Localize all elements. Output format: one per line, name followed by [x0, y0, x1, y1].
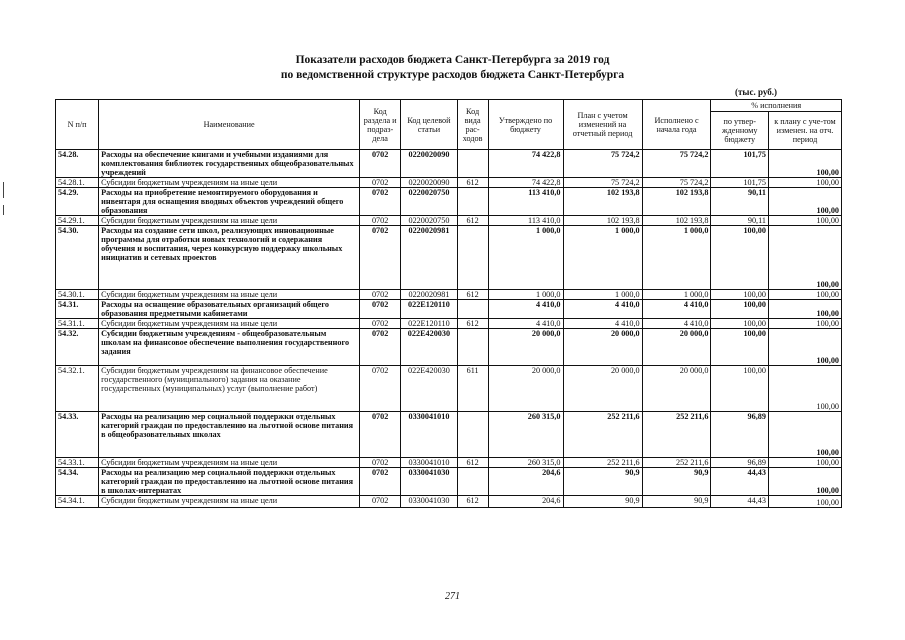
table-row [56, 216, 842, 226]
header-pct-budget: по утвер-жденному бюджету [711, 112, 769, 150]
cell-name: Субсидии бюджетным учреждениям на иные цели [99, 496, 360, 508]
table-body [56, 150, 842, 508]
cell-name: Субсидии бюджетным учреждениям на иные цели [99, 319, 360, 329]
cell-pct-budget: 100,00 [711, 319, 769, 329]
cell-target: 0220020750 [401, 216, 458, 226]
cell-section: 0702 [360, 150, 401, 178]
cell-executed: 252 211,6 [642, 458, 711, 468]
cell-pct-budget: 100,00 [711, 300, 769, 319]
cell-approved: 1 000,0 [488, 290, 563, 300]
cell-num: 54.31.1. [56, 319, 99, 329]
cell-plan: 75 724,2 [563, 178, 642, 188]
cell-target: 0220020090 [401, 178, 458, 188]
cell-target: 022E120110 [401, 300, 458, 319]
cell-section: 0702 [360, 216, 401, 226]
header-plan: План с учетом изменений на отчетный период [563, 100, 642, 150]
header-num: N п/п [56, 100, 99, 150]
cell-target: 0330041030 [401, 496, 458, 508]
table-row [56, 178, 842, 188]
table-row [56, 412, 842, 458]
scan-margin-mark [3, 182, 4, 198]
cell-num: 54.32. [56, 329, 99, 366]
cell-target: 022E120110 [401, 319, 458, 329]
cell-section: 0702 [360, 188, 401, 216]
cell-num: 54.34.1. [56, 496, 99, 508]
cell-plan: 90,9 [563, 496, 642, 508]
header-name: Наименование [99, 100, 360, 150]
table-row [56, 150, 842, 178]
cell-num: 54.29.1. [56, 216, 99, 226]
cell-section: 0702 [360, 300, 401, 319]
cell-kind [457, 329, 488, 366]
cell-num: 54.28.1. [56, 178, 99, 188]
cell-section: 0702 [360, 366, 401, 412]
cell-approved: 113 410,0 [488, 216, 563, 226]
cell-pct-budget: 101,75 [711, 150, 769, 178]
expenditure-table [55, 99, 842, 508]
cell-pct-plan: 100,00 [768, 329, 841, 366]
cell-pct-budget: 100,00 [711, 290, 769, 300]
header-target: Код целевой статьи [401, 100, 458, 150]
cell-name: Расходы на обеспечение книгами и учебными изданиями для комплектования библиотек государственных общеобразовательных учреждений [99, 150, 360, 178]
cell-approved: 20 000,0 [488, 366, 563, 412]
cell-kind: 611 [457, 366, 488, 412]
cell-pct-plan: 100,00 [768, 150, 841, 178]
cell-num: 54.31. [56, 300, 99, 319]
table-row [56, 468, 842, 496]
cell-plan: 4 410,0 [563, 319, 642, 329]
cell-plan: 1 000,0 [563, 226, 642, 290]
cell-executed: 252 211,6 [642, 412, 711, 458]
cell-plan: 102 193,8 [563, 216, 642, 226]
cell-num: 54.30.1. [56, 290, 99, 300]
cell-executed: 1 000,0 [642, 290, 711, 300]
cell-name: Субсидии бюджетным учреждениям на иные цели [99, 290, 360, 300]
cell-pct-plan: 100,00 [768, 366, 841, 412]
table-row [56, 226, 842, 290]
cell-pct-budget: 90,11 [711, 188, 769, 216]
cell-target: 0330041010 [401, 458, 458, 468]
cell-section: 0702 [360, 290, 401, 300]
cell-executed: 1 000,0 [642, 226, 711, 290]
cell-num: 54.29. [56, 188, 99, 216]
cell-kind [457, 412, 488, 458]
cell-plan: 20 000,0 [563, 329, 642, 366]
cell-target: 0220020981 [401, 226, 458, 290]
cell-num: 54.33. [56, 412, 99, 458]
cell-target: 0330041010 [401, 412, 458, 458]
cell-approved: 260 315,0 [488, 412, 563, 458]
cell-name: Расходы на реализацию мер социальной поддержки отдельных категорий граждан по предоставлению на льготной основе питания в общеобразовательных школах [99, 412, 360, 458]
cell-num: 54.32.1. [56, 366, 99, 412]
cell-kind [457, 226, 488, 290]
cell-executed: 20 000,0 [642, 366, 711, 412]
cell-approved: 113 410,0 [488, 188, 563, 216]
cell-plan: 75 724,2 [563, 150, 642, 178]
cell-pct-plan: 100,00 [768, 188, 841, 216]
table-row [56, 319, 842, 329]
cell-plan: 4 410,0 [563, 300, 642, 319]
cell-section: 0702 [360, 468, 401, 496]
cell-approved: 4 410,0 [488, 319, 563, 329]
table-row [56, 188, 842, 216]
cell-pct-plan: 100,00 [768, 468, 841, 496]
cell-name: Расходы на реализацию мер социальной поддержки отдельных категорий граждан по предоставлению на льготной основе питания в школах-интернатах [99, 468, 360, 496]
cell-executed: 90,9 [642, 468, 711, 496]
cell-executed: 20 000,0 [642, 329, 711, 366]
header-percent-group: % исполнения [711, 100, 842, 112]
cell-kind [457, 300, 488, 319]
cell-plan: 102 193,8 [563, 188, 642, 216]
cell-pct-plan: 100,00 [768, 300, 841, 319]
cell-target: 0220020090 [401, 150, 458, 178]
cell-section: 0702 [360, 496, 401, 508]
cell-kind [457, 468, 488, 496]
cell-kind: 612 [457, 458, 488, 468]
cell-approved: 20 000,0 [488, 329, 563, 366]
cell-kind: 612 [457, 216, 488, 226]
cell-pct-budget: 44,43 [711, 468, 769, 496]
cell-section: 0702 [360, 458, 401, 468]
table-row [56, 290, 842, 300]
cell-plan: 252 211,6 [563, 458, 642, 468]
cell-kind: 612 [457, 178, 488, 188]
cell-kind [457, 150, 488, 178]
cell-num: 54.30. [56, 226, 99, 290]
cell-approved: 74 422,8 [488, 178, 563, 188]
cell-executed: 102 193,8 [642, 188, 711, 216]
cell-approved: 204,6 [488, 496, 563, 508]
cell-plan: 20 000,0 [563, 366, 642, 412]
cell-name: Субсидии бюджетным учреждениям на иные цели [99, 178, 360, 188]
header-executed: Исполнено с начала года [642, 100, 711, 150]
cell-pct-budget: 100,00 [711, 366, 769, 412]
header-approved: Утверждено по бюджету [488, 100, 563, 150]
cell-target: 022E420030 [401, 329, 458, 366]
table-row [56, 496, 842, 508]
cell-name: Расходы на оснащение образовательных организаций общего образования предметными кабинетами [99, 300, 360, 319]
scan-margin-mark [3, 205, 4, 215]
table-row [56, 366, 842, 412]
cell-approved: 74 422,8 [488, 150, 563, 178]
cell-executed: 75 724,2 [642, 150, 711, 178]
cell-target: 022E420030 [401, 366, 458, 412]
cell-name: Субсидии бюджетным учреждениям - общеобразовательным школам на финансовое обеспечение выполнения государственного задания [99, 329, 360, 366]
page-number: 271 [445, 591, 460, 602]
cell-approved: 4 410,0 [488, 300, 563, 319]
cell-section: 0702 [360, 178, 401, 188]
cell-section: 0702 [360, 226, 401, 290]
cell-approved: 204,6 [488, 468, 563, 496]
header-kind: Код вида рас-ходов [457, 100, 488, 150]
cell-pct-plan: 100,00 [768, 290, 841, 300]
cell-pct-budget: 101,75 [711, 178, 769, 188]
cell-pct-budget: 44,43 [711, 496, 769, 508]
cell-target: 0330041030 [401, 468, 458, 496]
cell-kind: 612 [457, 496, 488, 508]
unit-label: (тыс. руб.) [735, 87, 777, 97]
cell-pct-plan: 100,00 [768, 319, 841, 329]
cell-kind: 612 [457, 290, 488, 300]
cell-target: 0220020981 [401, 290, 458, 300]
cell-pct-budget: 96,89 [711, 412, 769, 458]
cell-pct-plan: 100,00 [768, 226, 841, 290]
cell-pct-budget: 96,89 [711, 458, 769, 468]
cell-name: Субсидии бюджетным учреждениям на иные цели [99, 458, 360, 468]
cell-pct-plan: 100,00 [768, 216, 841, 226]
cell-executed: 75 724,2 [642, 178, 711, 188]
cell-pct-budget: 100,00 [711, 329, 769, 366]
cell-pct-plan: 100,00 [768, 496, 841, 508]
table-row [56, 300, 842, 319]
cell-target: 0220020750 [401, 188, 458, 216]
cell-pct-plan: 100,00 [768, 412, 841, 458]
table-row [56, 458, 842, 468]
cell-executed: 4 410,0 [642, 319, 711, 329]
cell-plan: 252 211,6 [563, 412, 642, 458]
cell-executed: 4 410,0 [642, 300, 711, 319]
cell-plan: 1 000,0 [563, 290, 642, 300]
cell-plan: 90,9 [563, 468, 642, 496]
cell-kind [457, 188, 488, 216]
cell-name: Субсидии бюджетным учреждениям на иные цели [99, 216, 360, 226]
document-title-line1: Показатели расходов бюджета Санкт-Петербурга за 2019 год [295, 54, 610, 66]
table-row [56, 329, 842, 366]
cell-approved: 260 315,0 [488, 458, 563, 468]
cell-pct-plan: 100,00 [768, 178, 841, 188]
cell-name: Расходы на создание сети школ, реализующих инновационные программы для отработки новых технологий и содержания обучения и воспитания, через конкурсную поддержку школьных инициатив и сетевых проектов [99, 226, 360, 290]
cell-pct-budget: 90,11 [711, 216, 769, 226]
cell-name: Расходы на приобретение немонтируемого оборудования и инвентаря для оснащения вводных объектов учреждений общего образования [99, 188, 360, 216]
cell-executed: 90,9 [642, 496, 711, 508]
cell-section: 0702 [360, 319, 401, 329]
cell-name: Субсидии бюджетным учреждениям на финансовое обеспечение государственного (муниципального) задания на оказание государственных (муниципальных) услуг (выполнение работ) [99, 366, 360, 412]
header-section: Код раздела и подраз-дела [360, 100, 401, 150]
document-title-line2: по ведомственной структуре расходов бюджета Санкт-Петербурга [280, 69, 625, 81]
cell-num: 54.28. [56, 150, 99, 178]
header-pct-plan: к плану с уче-том изменен. на отч. период [768, 112, 841, 150]
cell-pct-plan: 100,00 [768, 458, 841, 468]
cell-executed: 102 193,8 [642, 216, 711, 226]
cell-num: 54.34. [56, 468, 99, 496]
cell-section: 0702 [360, 412, 401, 458]
cell-pct-budget: 100,00 [711, 226, 769, 290]
cell-kind: 612 [457, 319, 488, 329]
cell-section: 0702 [360, 329, 401, 366]
cell-num: 54.33.1. [56, 458, 99, 468]
cell-approved: 1 000,0 [488, 226, 563, 290]
